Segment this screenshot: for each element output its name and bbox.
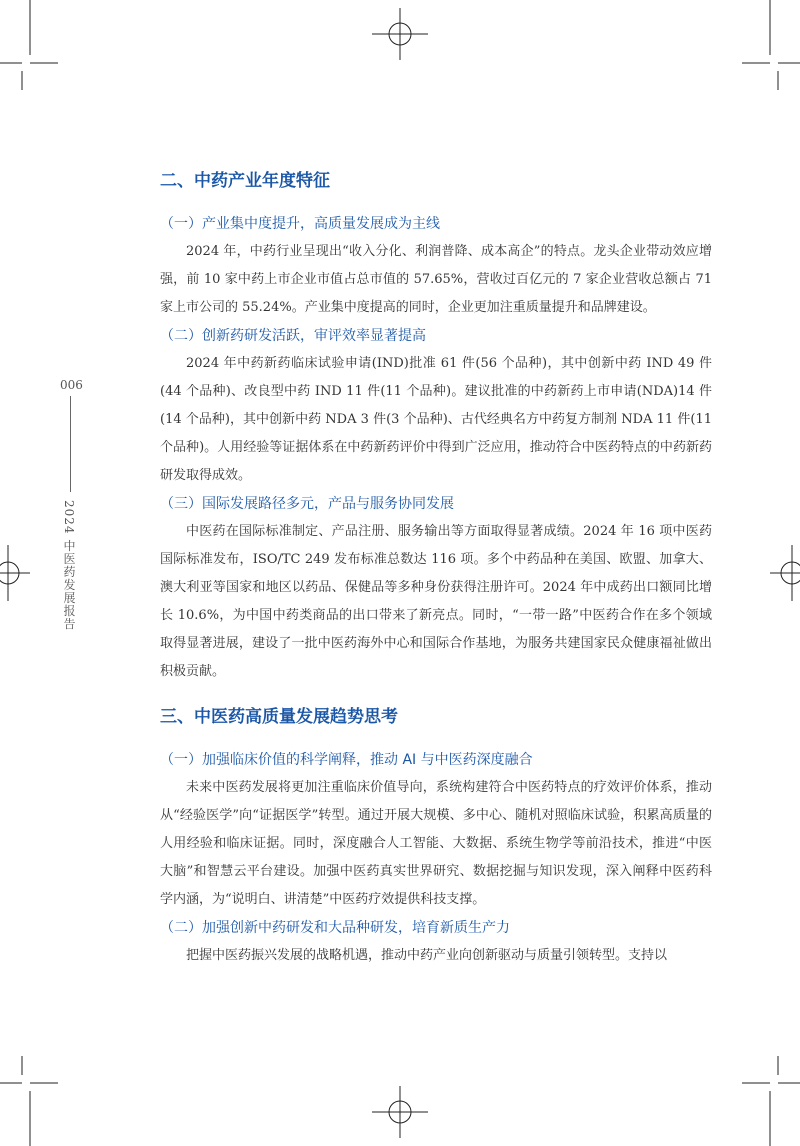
section-3-sub-2-heading: （二）加强创新中药研发和大品种研发，培育新质生产力 bbox=[160, 920, 510, 936]
section-3-sub-1-paragraph: 未来中医药发展将更加注重临床价值导向，系统构建符合中医药特点的疗效评价体系，推动从“经验医学”向“证据医学”转型。通过开展大规模、多中心、随机对照临床试验，积累高质量的人用经验和临床证据。同时，深度融合人工智能、大数据、系统生物学等前沿技术，推进“中医大脑”和智慧云平台建设。加强中医药真实世界研究、数据挖掘与知识发现，深入阐释中医药科学内涵，为“说明白、讲清楚”中医药疗效提供科技支撑。 bbox=[160, 780, 712, 907]
running-title: 2024 中医药发展报告 bbox=[62, 500, 76, 631]
section-3-heading: 三、中医药高质量发展趋势思考 bbox=[160, 707, 398, 727]
section-2-sub-1-paragraph: 2024 年，中药行业呈现出“收入分化、利润普降、成本高企”的特点。龙头企业带动效应增强，前 10 家中药上市企业市值占总市值的 57.65%，营收过百亿元的 7 家企业营收总额占 71 家上市公司的 55.24%。产业集中度提高的同时，企业更加注重质量提升和品牌建设。 bbox=[160, 244, 712, 315]
sidebar-divider bbox=[70, 396, 71, 492]
section-2-sub-3-paragraph: 中医药在国际标准制定、产品注册、服务输出等方面取得显著成绩。2024 年 16 项中医药国际标准发布，ISO/TC 249 发布标准总数达 116 项。多个中药品种在美国、欧盟、加拿大、澳大利亚等国家和地区以药品、保健品等多种身份获得注册许可。2024 年中成药出口额同比增长 10.6%，为中国中药类商品的出口带来了新亮点。同时，“一带一路”中医药合作在多个领域取得显著进展，建设了一批中医药海外中心和国际合作基地，为服务共建国家民众健康福祉做出积极贡献。 bbox=[160, 524, 712, 679]
main-content bbox=[160, 168, 712, 970]
section-2-sub-3-heading: （三）国际发展路径多元，产品与服务协同发展 bbox=[160, 496, 454, 512]
page-number: 006 bbox=[60, 378, 83, 392]
section-3-sub-2-paragraph: 把握中医药振兴发展的战略机遇，推动中药产业向创新驱动与质量引领转型。支持以 bbox=[186, 948, 668, 963]
section-2-sub-1-heading: （一）产业集中度提升，高质量发展成为主线 bbox=[160, 216, 440, 232]
section-2-sub-2-paragraph: 2024 年中药新药临床试验申请(IND)批准 61 件(56 个品种)，其中创新中药 IND 49 件(44 个品种)、改良型中药 IND 11 件(11 个品种)。建议批准的中药新药上市申请(NDA)14 件(14 个品种)，其中创新中药 NDA 3 件(3 个品种)、古代经典名方中药复方制剂 NDA 11 件(11 个品种)。人用经验等证据体系在中药新药评价中得到广泛应用，推动符合中医药特点的中药新药研发取得成效。 bbox=[160, 356, 712, 483]
section-2-heading: 二、中药产业年度特征 bbox=[160, 171, 330, 191]
section-3-sub-1-heading: （一）加强临床价值的科学阐释，推动 AI 与中医药深度融合 bbox=[160, 752, 533, 768]
section-2-sub-2-heading: （二）创新药研发活跃，审评效率显著提高 bbox=[160, 328, 426, 344]
